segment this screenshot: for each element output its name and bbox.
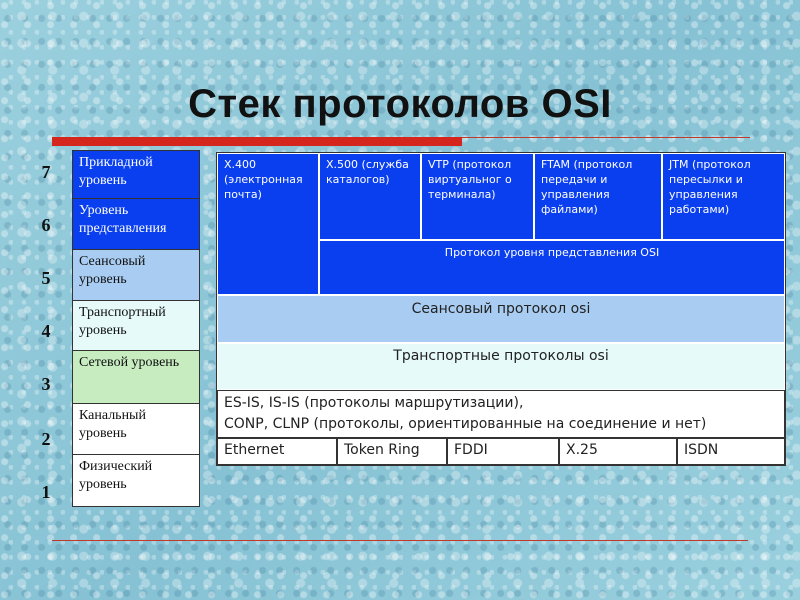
link-protocol-x25: X.25 xyxy=(559,438,677,465)
layer-network: Сетевой уровень xyxy=(73,351,199,404)
network-protocols-routing: ES-IS, IS-IS (протоколы маршрутизации), xyxy=(224,395,524,411)
layer-number: 1 xyxy=(41,482,51,502)
session-protocol: Сеансовый протокол osi xyxy=(217,295,785,343)
protocol-stack-grid xyxy=(216,152,786,466)
layer-number: 4 xyxy=(41,321,51,341)
link-protocol-token-ring: Token Ring xyxy=(337,438,447,465)
layer-number: 6 xyxy=(41,215,51,235)
layer-application: Прикладной уровень xyxy=(73,151,199,199)
link-protocol-fddi: FDDI xyxy=(447,438,559,465)
link-protocol-ethernet: Ethernet xyxy=(217,438,337,465)
page-title: Стек протоколов OSI xyxy=(188,82,612,126)
layer-physical: Физический уровень xyxy=(73,455,199,506)
bottom-divider xyxy=(52,540,748,541)
layer-datalink: Канальный уровень xyxy=(73,404,199,455)
layer-number: 2 xyxy=(41,429,51,449)
layer-number: 7 xyxy=(41,162,51,182)
layer-session: Сеансовый уровень xyxy=(73,250,199,301)
layer-number: 5 xyxy=(41,268,51,288)
osi-layers-column xyxy=(72,150,200,507)
network-protocols xyxy=(217,390,785,438)
network-protocols-conp-clnp: CONP, CLNP (протоколы, ориентированные на соединение и нет) xyxy=(224,416,707,432)
transport-protocols: Транспортные протоколы osi xyxy=(217,343,785,390)
title-underline-thin xyxy=(462,137,750,138)
link-protocol-isdn: ISDN xyxy=(677,438,785,465)
title-underline xyxy=(52,137,462,146)
layer-presentation: Уровень представления xyxy=(73,199,199,250)
protocol-vtp: VTP (протокол виртуальног о терминала) xyxy=(421,153,534,240)
protocol-x500: X.500 (служба каталогов) xyxy=(319,153,421,240)
protocol-ftam: FTAM (протокол передачи и управления файлами) xyxy=(534,153,662,240)
protocol-x400: X.400 (электронная почта) xyxy=(217,153,319,295)
protocol-jtm: JTM (протокол пересылки и управления работами) xyxy=(662,153,785,240)
layer-transport: Транспортный уровень xyxy=(73,301,199,351)
layer-number: 3 xyxy=(41,374,51,394)
presentation-protocol: Протокол уровня представления OSI xyxy=(319,240,785,295)
